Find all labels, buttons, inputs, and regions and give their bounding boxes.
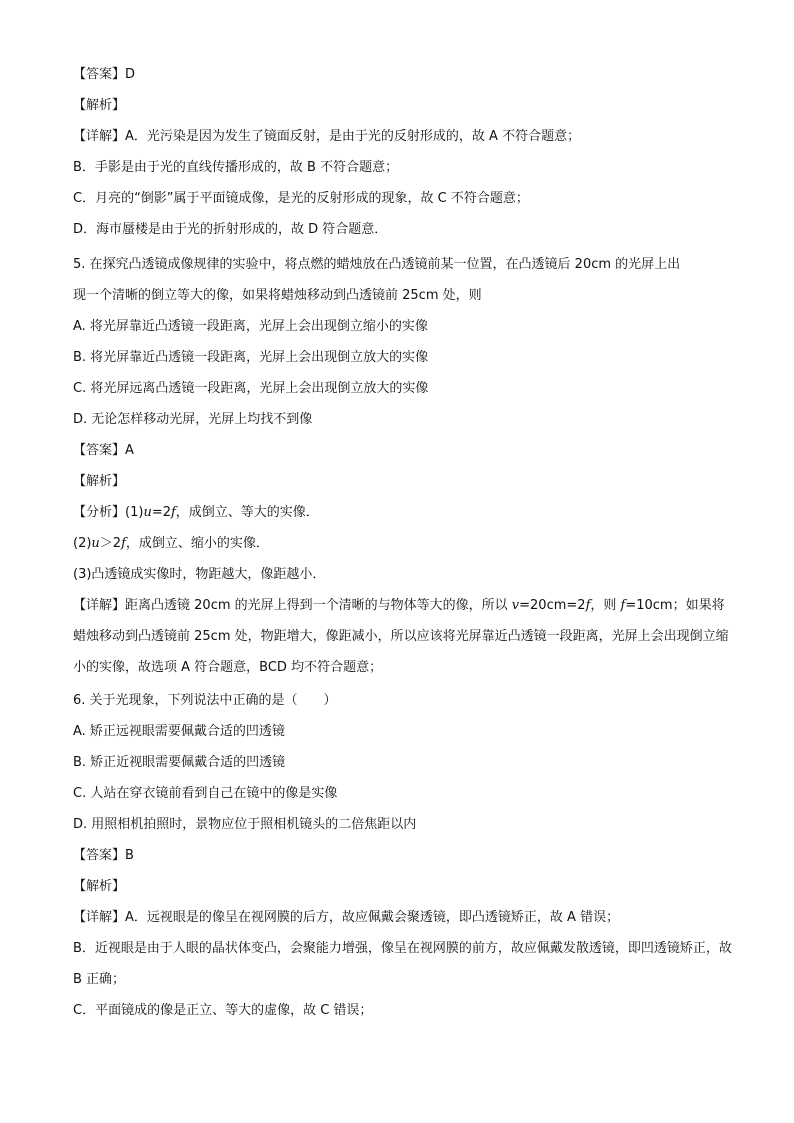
q5-option-c: C. 将光屏远离凸透镜一段距离，光屏上会出现倒立放大的实像	[73, 381, 429, 396]
q5-option-a: A. 将光屏靠近凸透镜一段距离，光屏上会出现倒立缩小的实像	[73, 319, 428, 334]
answer-value: D	[125, 67, 136, 82]
q5-option-d: D. 无论怎样移动光屏，光屏上均找不到像	[73, 412, 313, 427]
symbol-f: f	[170, 505, 176, 520]
q4-detail-a	[73, 128, 733, 146]
symbol-u: u	[143, 505, 152, 520]
q6-detail-c: C．平面镜成的像是正立、等大的虚像，故 C 错误；	[73, 1003, 373, 1018]
fenxi-prefix: (2)	[73, 536, 92, 551]
q4-detail-c: C．月亮的“倒影”属于平面镜成像，是光的反射形成的现象，故 C 不符合题意；	[73, 191, 529, 206]
q4-answer-line	[73, 66, 733, 84]
answer-value: A	[125, 443, 134, 458]
fenxi-text: ，成倒立、等大的实像．	[175, 505, 319, 520]
detail-text: ，则	[590, 598, 621, 613]
symbol-f: f	[620, 598, 626, 613]
detail-text: =20cm=2	[519, 598, 586, 613]
detail-tag: 【详解】	[73, 129, 126, 144]
q6-option-c: C. 人站在穿衣镜前看到自己在镜中的像是实像	[73, 786, 338, 801]
fenxi-gt: ＞2	[99, 536, 122, 551]
detail-text: 距离凸透镜 20cm 的光屏上得到一个清晰的与物体等大的像，所以	[125, 598, 512, 613]
q6-option-b: B. 矫正近视眼需要佩戴合适的凹透镜	[73, 755, 286, 770]
q6-analysis-tag: 【解析】	[73, 879, 126, 894]
symbol-f: f	[585, 598, 591, 613]
q4-detail-d: D．海市蜃楼是由于光的折射形成的，故 D 符合题意．	[73, 222, 388, 237]
fenxi-prefix: (1)	[125, 505, 144, 520]
q6-detail-a	[73, 909, 733, 927]
q6-option-d: D. 用照相机拍照时，景物应位于照相机镜头的二倍焦距以内	[73, 817, 417, 832]
answer-tag: 【答案】	[73, 443, 126, 458]
symbol-u: u	[91, 536, 100, 551]
q6-option-a: A. 矫正远视眼需要佩戴合适的凹透镜	[73, 724, 285, 739]
detail-tag: 【详解】	[73, 598, 126, 613]
q5-analysis-tag: 【解析】	[73, 474, 126, 489]
fenxi-text: ，成倒立、缩小的实像．	[125, 536, 269, 551]
q5-stem-line1: 5. 在探究凸透镜成像规律的实验中，将点燃的蜡烛放在凸透镜前某一位置，在凸透镜后 20cm 的光屏上出	[73, 257, 681, 272]
symbol-v: v	[511, 598, 520, 613]
q6-stem: 6. 关于光现象，下列说法中正确的是（ ）	[73, 693, 337, 708]
q5-answer-line	[73, 442, 733, 460]
detail-text: =10cm；如果将蜡烛移动到凸透镜前 25cm 处，物距增大，像距减小，所以应该将光屏靠近凸透镜一段距离，光屏上会出现倒立缩小的实像，故选项 A 符合题意，BCD 均不符合题意；	[73, 598, 729, 675]
q5-stem-line2: 现一个清晰的倒立等大的像，如果将蜡烛移动到凸透镜前 25cm 处，则	[73, 288, 482, 303]
answer-tag: 【答案】	[73, 67, 126, 82]
detail-tag: 【详解】	[73, 910, 126, 925]
answer-tag: 【答案】	[73, 848, 126, 863]
q6-detail-b: B．近视眼是由于人眼的晶状体变凸，会聚能力增强，像呈在视网膜的前方，故应佩戴发散透镜，即凹透镜矫正，故 B 正确；	[73, 941, 732, 987]
q6-answer-line	[73, 847, 733, 865]
answer-value: B	[125, 848, 134, 863]
q5-fenxi-2	[73, 535, 733, 553]
q5-fenxi-1	[73, 504, 733, 522]
symbol-f: f	[121, 536, 126, 551]
q5-option-b: B. 将光屏靠近凸透镜一段距离，光屏上会出现倒立放大的实像	[73, 350, 429, 365]
fenxi-tag: 【分析】	[73, 505, 126, 520]
q5-fenxi-3: (3)凸透镜成实像时，物距越大，像距越小．	[73, 567, 326, 582]
q4-detail-b: B．手影是由于光的直线传播形成的，故 B 不符合题意；	[73, 160, 399, 175]
fenxi-eq: =2	[151, 505, 171, 520]
q4-analysis-tag: 【解析】	[73, 98, 126, 113]
detail-text: A．远视眼是的像呈在视网膜的后方，故应佩戴会聚透镜，即凸透镜矫正，故 A 错误；	[125, 910, 620, 925]
q5-detail-paragraph	[73, 590, 733, 683]
detail-text: A．光污染是因为发生了镜面反射，是由于光的反射形成的，故 A 不符合题意；	[125, 129, 581, 144]
